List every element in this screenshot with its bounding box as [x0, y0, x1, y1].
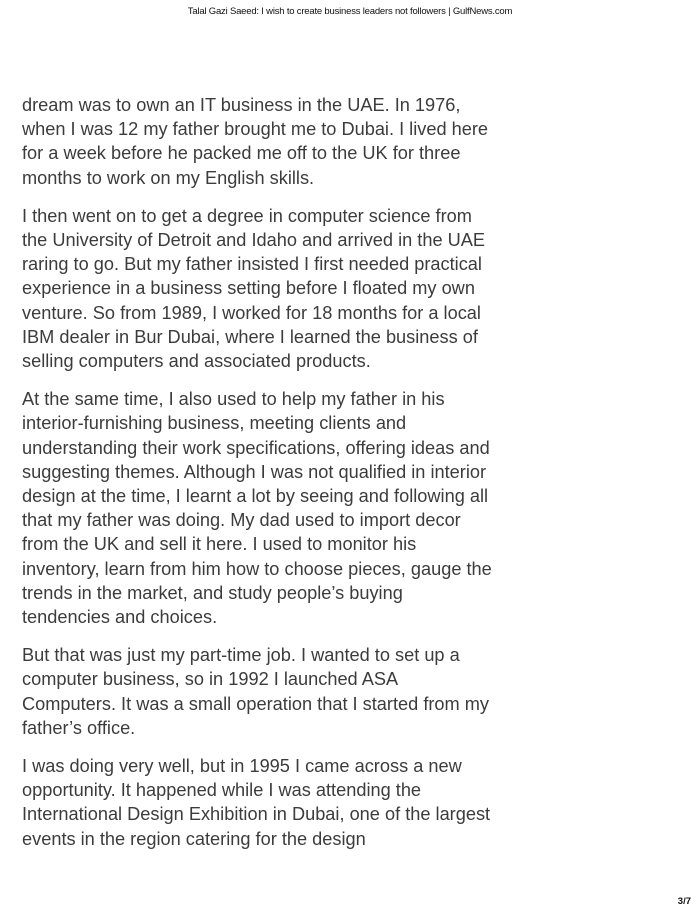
page-number: 3/7 [677, 896, 691, 907]
paragraph: dream was to own an IT business in the UAE. In 1976, when I was 12 my father brought me to Dubai. I lived here for a week before he packed me off to the UK for three months to work on my English skills. [22, 95, 489, 188]
paragraph: I then went on to get a degree in computer science from the University of Detroit and Idaho and arrived in the UAE raring to go. But my father insisted I first needed practical experience in a business setting before I floated my own venture. So from 1989, I worked for 18 months for a local IBM dealer in Bur Dubai, where I learned the business of selling computers and associated products. [22, 205, 486, 372]
page-header-title: Talal Gazi Saeed: I wish to create business leaders not followers | GulfNews.com [187, 6, 513, 17]
article-body [22, 93, 492, 865]
paragraph: I was doing very well, but in 1995 I came across a new opportunity. It happened while I was attending the International Design Exhibition in Dubai, one of the largest events in the region catering for the design [22, 756, 491, 849]
paragraph: But that was just my part-time job. I wanted to set up a computer business, so in 1992 I launched ASA Computers. It was a small operation that I started from my father’s office. [22, 645, 489, 738]
paragraph: At the same time, I also used to help my father in his interior-furnishing business, meeting clients and understanding their work specifications, offering ideas and suggesting themes. Although I was not qualified in interior design at the time, I learnt a lot by seeing and following all that my father was doing. My dad used to import decor from the UK and sell it here. I used to monitor his inventory, learn from him how to choose pieces, gauge the trends in the market, and study people’s buying tendencies and choices. [22, 389, 492, 628]
